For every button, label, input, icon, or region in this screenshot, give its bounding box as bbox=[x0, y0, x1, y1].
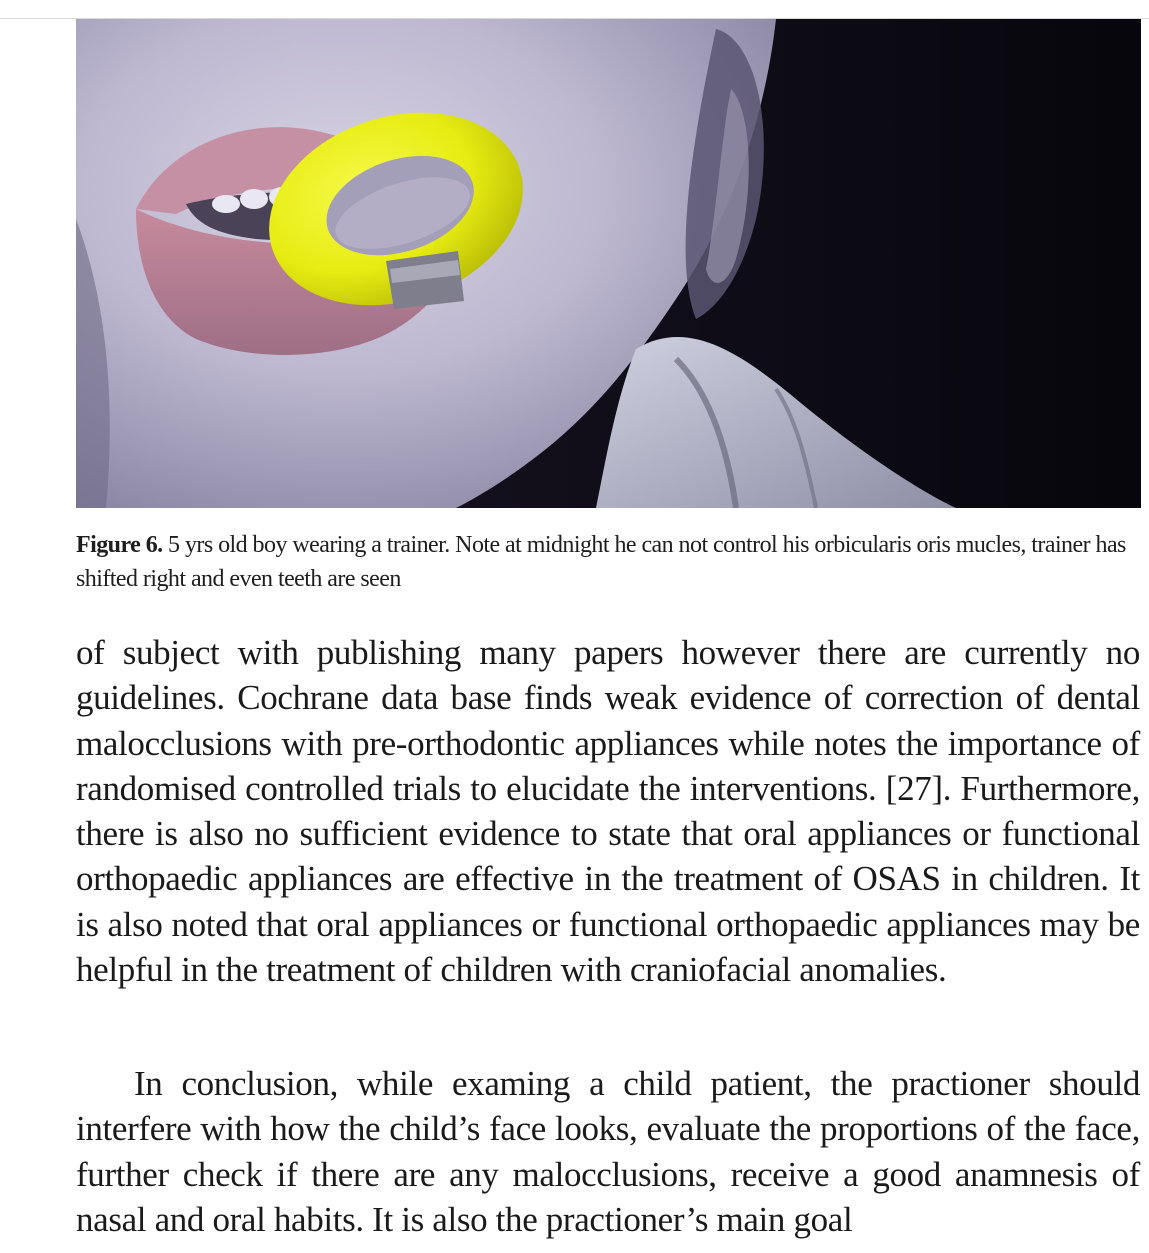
figure-caption bbox=[76, 528, 1141, 596]
figure-caption-text: 5 yrs old boy wearing a trainer. Note at midnight he can not control his orbicularis oris mucles, trainer has shifted right and even teeth are seen bbox=[76, 532, 1126, 592]
figure-label: Figure 6. bbox=[76, 532, 163, 558]
body-paragraph-1: of subject with publishing many papers however there are currently no guidelines. Cochrane data base finds weak evidence of correction of dental malocclusions with pre-orthodontic appliances while notes the importance of randomised controlled trials to elucidate the interventions. [27]. Furthermore, there is also no sufficient evidence to state that oral appliances or functional orthopaedic appliances are effective in the treatment of OSAS in children. It is also noted that oral appliances or functional orthopaedic appliances may be helpful in the treatment of children with craniofacial anomalies. bbox=[76, 633, 1140, 990]
figure-6-photo bbox=[76, 19, 1141, 508]
body-paragraph-2: In conclusion, while examing a child patient, the practioner should interfere with how the child’s face looks, evaluate the proportions of the face, further check if there are any malocclusions, receive a good anamnesis of nasal and oral habits. It is also the practioner’s main goal bbox=[76, 1064, 1140, 1239]
